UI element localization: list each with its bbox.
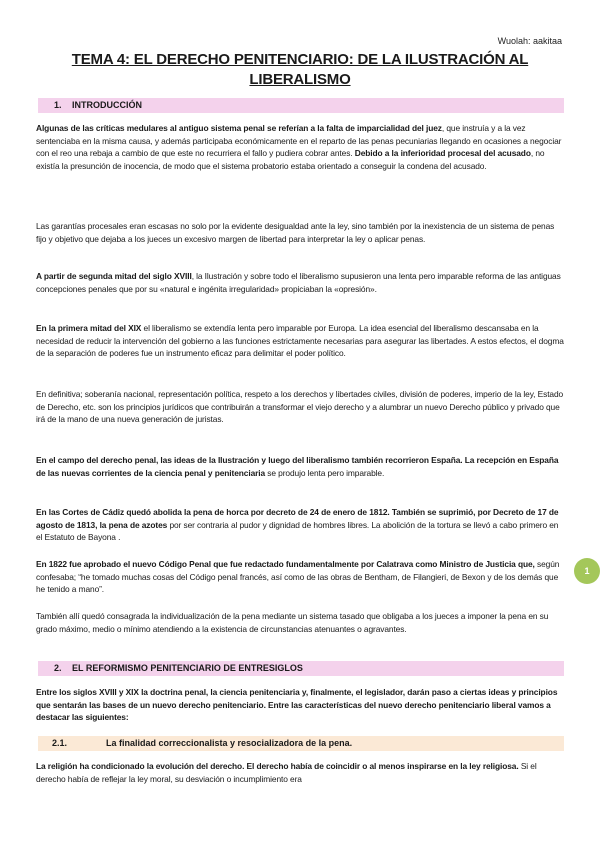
paragraph-4	[36, 322, 564, 360]
section-heading-reformismo	[38, 661, 564, 676]
paragraph-6	[36, 454, 564, 479]
body-text: por ser contraria al pudor y dignidad de hombres libres. La abolición de la tortura se llevó a cabo primero en el Estatuto de Bayona .	[36, 519, 559, 543]
section-heading-introduccion	[38, 98, 564, 113]
bold-text: Algunas de las críticas medulares al antiguo sistema penal se referían a la falta de imparcialidad del juez	[36, 123, 442, 133]
bold-text: A partir de segunda mitad del siglo XVIII	[36, 271, 192, 281]
subsection-number: 2.1.	[52, 738, 68, 748]
body-text: según confesaba; “he tomado muchas cosas del Código penal francés, así como de las obras de Bentham, de Filangieri, de Bexon y de los demás que he tenido a mano”.	[36, 559, 560, 595]
title-line-1: TEMA 4: EL DERECHO PENITENCIARIO: DE LA ILUSTRACIÓN AL	[71, 51, 529, 68]
bold-text: En el campo del derecho penal, las ideas de la Ilustración y luego del liberalismo también recorrieron España. La recepción en España de las nuevas corrientes de la ciencia penal y penitenciaria	[36, 455, 559, 478]
page-title	[30, 50, 570, 90]
bold-text: La religión ha condicionado la evolución del derecho. El derecho había de coincidir o al menos inspirarse en la ley religiosa.	[36, 761, 519, 771]
subsection-label: La finalidad correccionalista y resocializadora de la pena.	[106, 738, 353, 748]
watermark: Wuolah: aakitaa	[497, 36, 562, 46]
paragraph-2	[36, 220, 564, 245]
body-text: se produjo lenta pero imparable.	[265, 467, 385, 478]
bold-text: Entre los siglos XVIII y XIX la doctrina penal, la ciencia penitenciaria y, finalmente, el legislador, darán paso a ciertas ideas y principios que sentarán las bases de un nuevo derecho penitenciario. Entre las características del nuevo derecho penitenciario liberal vamos a destacar las siguientes:	[36, 687, 558, 723]
paragraph-1	[36, 122, 564, 172]
paragraph-9	[36, 610, 564, 635]
body-text: , la Ilustración y sobre todo el liberalismo supusieron una lenta pero imparable reforma de las antiguas concepciones penales que por su «natural e ingénita irregularidad» propiciaban la «opresión».	[36, 271, 561, 294]
section-label: EL REFORMISMO PENITENCIARIO DE ENTRESIGLOS	[72, 663, 303, 673]
section-number: 1.	[54, 100, 62, 110]
title-line-2: LIBERALISMO	[249, 71, 351, 88]
body-text: , que instruía y a la vez sentenciaba en la misma causa, y además participaba económicamente en el reparto de las penas pecuniarias llegando en ocasiones a negociar con el reo una rebaja a cambio de que este no recurriera el fallo y pudiera cobrar antes.	[36, 123, 562, 159]
section-label: INTRODUCCIÓN	[72, 100, 142, 110]
bold-text: En 1822 fue aprobado el nuevo Código Penal que fue redactado fundamentalmente por Calatrava como Ministro de Justicia que,	[36, 559, 535, 569]
section-number: 2.	[54, 663, 62, 673]
page-number-badge: 1	[574, 558, 600, 584]
subsection-heading-finalidad	[38, 736, 564, 751]
body-text: , no existía la presunción de inocencia, de modo que el sistema probatorio estaba orientado a conseguir la condena del acusado.	[36, 148, 545, 171]
paragraph-5	[36, 388, 564, 426]
body-text: Las garantías procesales eran escasas no solo por la evidente desigualdad ante la ley, sino también por la inexistencia de un sistema de penas fijo y objetivo que dejaba a los jueces un excesivo margen de libertad para interpretar la ley o aplicar penas.	[36, 221, 555, 244]
bold-text: En las Cortes de Cádiz quedó abolida la pena de horca por decreto de 24 de enero de 1812. También se suprimió, por Decreto de 17 de agosto de 1813, la pena de azotes	[36, 507, 559, 530]
body-text: También allí quedó consagrada la individualización de la pena mediante un sistema tasado que obligaba a los jueces a imponer la pena en su grado máximo, medio o mínimo atendiendo a la existencia de circunstancias atenuantes o agravantes.	[36, 611, 549, 634]
paragraph-7	[36, 506, 564, 544]
paragraph-11	[36, 760, 564, 785]
paragraph-8	[36, 558, 564, 596]
body-text: En definitiva; soberanía nacional, representación política, respeto a los derechos y libertades civiles, división de poderes, imperio de la ley, Estado de Derecho, etc. son los principios jurídicos que contribuirán a transformar el viejo derecho y a alumbrar un nuevo Derecho público y privado que irá de la mano de una nueva generación de juristas.	[36, 389, 564, 425]
bold-text: Debido a la inferioridad procesal del acusado	[354, 148, 531, 159]
paragraph-3	[36, 270, 564, 295]
body-text: Si el derecho había de reflejar la ley moral, su desviación o incumplimiento era	[36, 761, 537, 784]
paragraph-10	[36, 686, 564, 724]
body-text: el liberalismo se extendía lenta pero imparable por Europa. La idea esencial del liberalismo descansaba en la necesidad de reducir la intervención del gobierno a las funciones estrictamente necesarias para asegurar las libertades. A estos efectos, el dogma de la separación de poderes fue un instrumento eficaz para delimitar el poder político.	[36, 323, 564, 359]
bold-text: En la primera mitad del XIX	[36, 323, 142, 333]
